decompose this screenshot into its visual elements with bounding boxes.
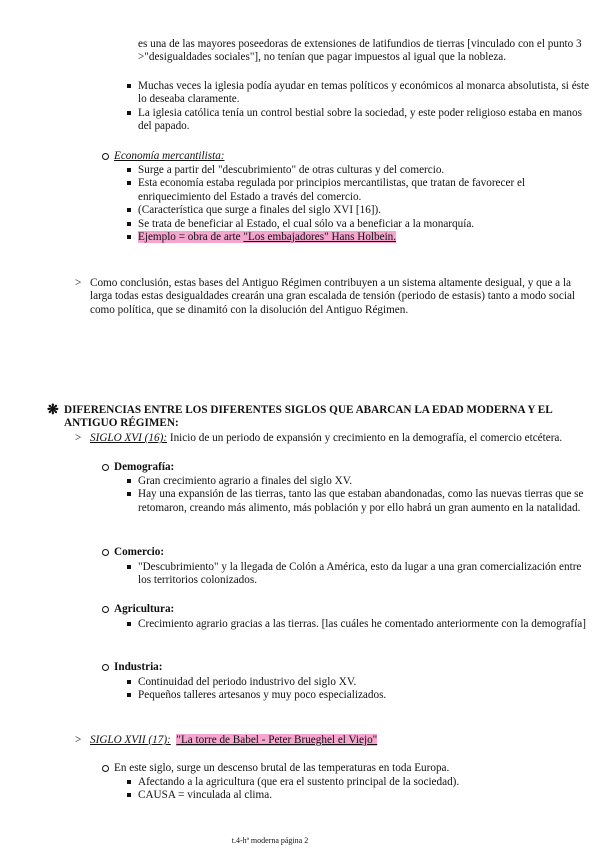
list-item: (Característica que surge a finales del siglo XVI [16]). xyxy=(138,204,588,217)
continued-paragraph: es una de las mayores poseedoras de extensiones de latifundios de tierras [vinculado con el punto 3 >"desigualdades sociales"], no tenían que pagar impuestos al igual que la nobleza. xyxy=(138,38,582,64)
siglo-xvii-sub: En este siglo, surge un descenso brutal de las temperaturas en toda Europa. xyxy=(114,762,584,775)
arrow-bullet-icon: > xyxy=(75,432,82,444)
list-item: Se trata de beneficiar al Estado, el cual sólo va a beneficiar a la monarquía. xyxy=(138,218,588,231)
comercio-list xyxy=(138,561,588,588)
economia-list xyxy=(138,164,588,244)
list-item: Pequeños talleres artesanos y muy poco especializados. xyxy=(138,689,588,702)
list-item: Continuidad del periodo industrivo del siglo XV. xyxy=(138,676,588,689)
demografia-heading: Demografía: xyxy=(114,461,174,474)
list-item: Surge a partir del "descubrimiento" de otras culturas y del comercio. xyxy=(138,164,588,177)
conclusion-paragraph: > Como conclusión, estas bases del Antiguo Régimen contribuyen a un sistema altamente desigual, y que a la larga todas estas desigualdades crearán una gran escalada de tensión (periodo de estasis) tanto a modo social como política, que se dinamitó con la disolución del Antiguo Régimen. xyxy=(75,277,576,316)
church-bullets xyxy=(138,80,590,134)
circle-bullet-icon xyxy=(102,464,109,471)
list-item: Crecimiento agrario gracias a las tierras. [las cuáles he comentado anteriormente con la demografía] xyxy=(138,618,588,631)
comercio-heading: Comercio: xyxy=(114,546,164,559)
list-item: Muchas veces la iglesia podía ayudar en temas políticos y económicos al monarca absolutista, si éste lo deseaba claramente. xyxy=(138,80,590,107)
siglo-xvii-list xyxy=(138,776,588,803)
circle-bullet-icon xyxy=(102,765,109,772)
ejemplo-link[interactable]: "Los embajadores" Hans Holbein. xyxy=(243,231,397,244)
list-item: Afectando a la agricultura (que era el sustento principal de la sociedad). xyxy=(138,776,588,789)
agricultura-heading: Agricultura: xyxy=(114,603,174,616)
circle-bullet-icon xyxy=(102,664,109,671)
siglo-xvi-paragraph: > SIGLO XVI (16): Inicio de un periodo de expansión y crecimiento en la demografía, el comercio etcétera. xyxy=(75,432,563,444)
circle-bullet-icon xyxy=(102,153,109,160)
list-item: "Descubrimiento" y la llegada de Colón a América, esto da lugar a una gran comercialización entre los territorios colonizados. xyxy=(138,561,588,588)
circle-bullet-icon xyxy=(102,606,109,613)
demografia-list xyxy=(138,475,588,515)
section-heading: ❋ DIFERENCIAS ENTRE LOS DIFERENTES SIGLOS QUE ABARCAN LA EDAD MODERNA Y EL ANTIGUO RÉGIMEN: xyxy=(47,403,553,430)
list-item: Esta economía estaba regulada por principios mercantilistas, que tratan de favorecer el enriquecimiento del Estado a través del comercio. xyxy=(138,177,588,204)
list-item: CAUSA = vinculada al clima. xyxy=(138,789,588,802)
list-item: Gran crecimiento agrario a finales del siglo XV. xyxy=(138,475,588,488)
arrow-bullet-icon: > xyxy=(75,734,82,746)
economia-heading: Economía mercantilista: xyxy=(114,150,584,163)
torre-babel-link[interactable]: "La torre de Babel - Peter Brueghel el Viejo" xyxy=(176,734,378,746)
square-bullet-icon xyxy=(127,84,131,88)
list-item: La iglesia católica tenía un control bestial sobre la sociedad, y este poder religioso estaba en manos del papado. xyxy=(138,107,590,134)
industria-heading: Industria: xyxy=(114,661,163,674)
arrow-bullet-icon: > xyxy=(75,277,82,289)
siglo-xvi-label: SIGLO XVI (16): xyxy=(90,432,168,444)
circle-bullet-icon xyxy=(102,549,109,556)
industria-list xyxy=(138,676,588,703)
siglo-xvii-paragraph xyxy=(75,734,588,747)
agricultura-list xyxy=(138,618,588,631)
siglo-xvii-label: SIGLO XVII (17): xyxy=(90,734,171,746)
ejemplo-item: Ejemplo = obra de arte "Los embajadores" Hans Holbein. xyxy=(138,231,588,244)
square-bullet-icon xyxy=(127,111,131,115)
list-item: Hay una expansión de las tierras, tanto las que estaban abandonadas, como las nuevas tierras que se retomaron, creando más alimento, más población y por ello habrá un gran aumento en la natalidad. xyxy=(138,488,588,515)
flower-bullet-icon: ❋ xyxy=(47,403,59,418)
page-footer: t.4-hª moderna página 2 xyxy=(231,836,309,845)
